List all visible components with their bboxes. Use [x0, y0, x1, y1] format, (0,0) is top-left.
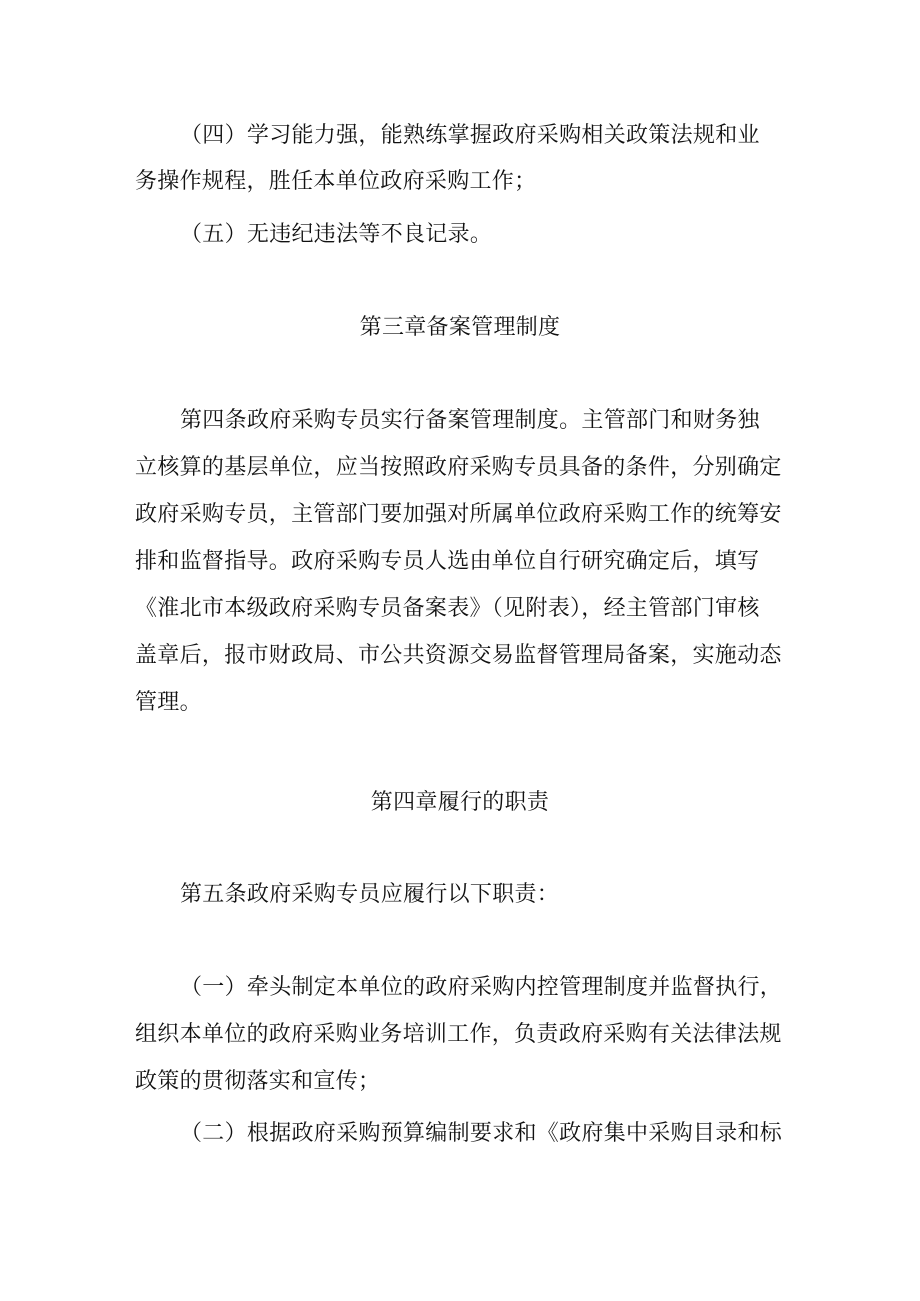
article-4-line-2: 立核算的基层单位，应当按照政府采购专员具备的条件，分别确定 [135, 455, 782, 480]
chapter-4-heading: 第四章履行的职责 [370, 790, 550, 815]
article-4-line-4: 排和监督指导。政府采购专员人选由单位自行研究确定后，填写 [135, 549, 760, 574]
article-4-line-3: 政府采购专员，主管部门要加强对所属单位政府采购工作的统筹安 [135, 502, 782, 527]
item-1-line-2: 组织本单位的政府采购业务培训工作，负责政府采购有关法律法规 [135, 1022, 782, 1047]
item-4-line-2: 务操作规程，胜任本单位政府采购工作； [135, 169, 537, 194]
article-4-line-7: 管理。 [135, 690, 202, 715]
item-5: （五）无违纪违法等不良记录。 [180, 222, 493, 247]
article-4-line-6: 盖章后，报市财政局、市公共资源交易监督管理局备案，实施动态 [135, 643, 782, 668]
article-4-line-1: 第四条政府采购专员实行备案管理制度。主管部门和财务独 [180, 408, 760, 433]
chapter-3-heading: 第三章备案管理制度 [359, 315, 561, 340]
article-5-intro: 第五条政府采购专员应履行以下职责： [180, 882, 560, 907]
item-2-line-1: （二）根据政府采购预算编制要求和《政府集中采购目录和标 [180, 1121, 783, 1146]
item-4-line-1: （四）学习能力强，能熟练掌握政府采购相关政策法规和业 [180, 123, 760, 148]
item-1-line-3: 政策的贯彻落实和宣传； [135, 1069, 381, 1094]
article-4-line-5: 《淮北市本级政府采购专员备案表》（见附表），经主管部门审核 [135, 596, 760, 621]
item-1-line-1: （一）牵头制定本单位的政府采购内控管理制度并监督执行， [180, 975, 783, 1000]
